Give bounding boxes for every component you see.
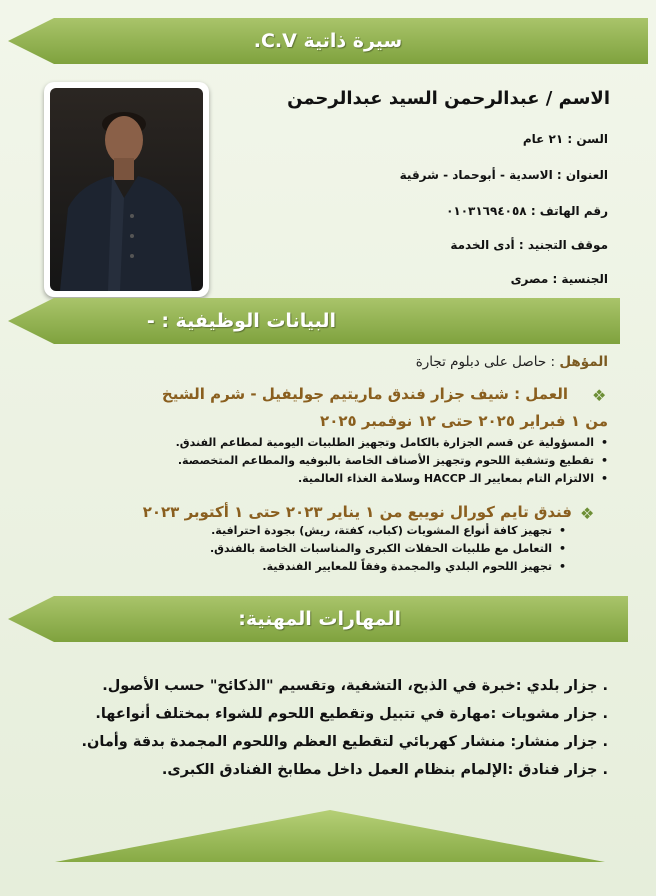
list-item: • تجهيز كافة أنواع المشويات (كباب، كفتة، ريش) بجودة احترافية. (210, 522, 566, 540)
cv-title: سيرة ذاتية C.V. (253, 30, 403, 52)
list-item: • تجهيز اللحوم البلدي والمجمدة وفقاً للمعايير الفندقية. (210, 558, 566, 576)
list-item: • الالتزام التام بمعايير الـ HACCP وسلامة الغذاء العالمية. (176, 470, 608, 488)
list-item: • تقطيع وتشفية اللحوم وتجهيز الأصناف الخاصة بالبوفيه والمطاعم المتخصصة. (176, 452, 608, 470)
phone-field: رقم الهاتف : ٠١٠٣١٦٩٤٠٥٨ (446, 204, 608, 218)
job2-title: فندق تايم كورال نويبع من ١ يناير ٢٠٢٣ حتى ١ أكتوبر ٢٠٢٣ (142, 503, 572, 521)
footer-triangle-decoration (55, 810, 605, 862)
job1-period: من ١ فبراير ٢٠٢٥ حتى ١٢ نوفمبر ٢٠٢٥ (320, 412, 608, 430)
list-item: • التعامل مع طلبيات الحفلات الكبرى والمناسبات الخاصة بالفندق. (210, 540, 566, 558)
qualification-label: المؤهل (559, 354, 608, 370)
nationality-field: الجنسية : مصرى (510, 272, 608, 286)
qualification-line (416, 354, 608, 370)
qualification-value: : حاصل على دبلوم تجارة (415, 354, 560, 370)
job1-duties-list (176, 434, 608, 488)
military-field: موقف التجنيد : أدى الخدمة (450, 238, 608, 252)
job1-title: العمل : شيف جزار فندق ماريتيم جوليفيل - شرم الشيخ (161, 385, 568, 403)
job2-duties-list (210, 522, 566, 576)
age-field: السن : ٢١ عام (522, 132, 608, 146)
skill-item: . جزار فنادق :الإلمام بنظام العمل داخل مطابخ الفنادق الكبرى. (161, 762, 608, 778)
portrait-image (50, 88, 203, 291)
list-item: • المسؤولية عن قسم الجزارة بالكامل وتجهيز الطلبيات اليومية لمطاعم الفندق. (176, 434, 608, 452)
applicant-name: الاسم / عبدالرحمن السيد عبدالرحمن (287, 88, 610, 109)
skill-item: . جزار بلدي :خبرة في الذبح، التشفية، وتقسيم "الذكائح" حسب الأصول. (102, 678, 608, 694)
skill-item: . جزار مشويات :مهارة في تتبيل وتقطيع اللحوم للشواء بمختلف أنواعها. (95, 706, 608, 722)
address-field: العنوان : الاسدية - أبوحماد - شرقية (399, 168, 608, 182)
skills-heading: المهارات المهنية: (238, 608, 401, 630)
diamond-star-icon: ❖ (592, 386, 607, 405)
diamond-star-icon: ❖ (580, 504, 595, 523)
profile-photo (44, 82, 209, 297)
career-heading: البيانات الوظيفية : - (146, 310, 336, 332)
skill-item: . جزار منشار: منشار كهربائي لتقطيع العظم واللحوم المجمدة بدقة وأمان. (81, 734, 608, 750)
